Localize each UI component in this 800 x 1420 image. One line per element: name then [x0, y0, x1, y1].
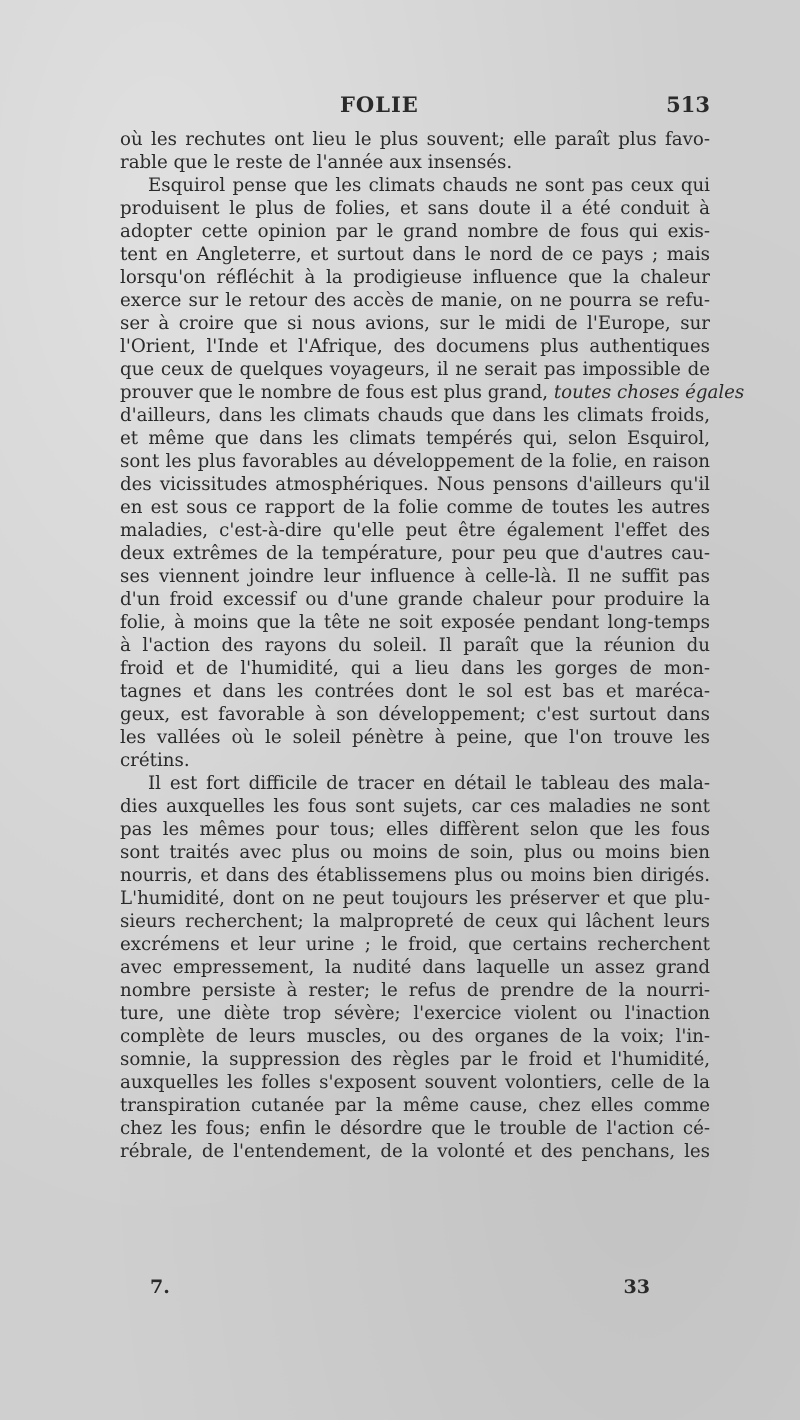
text-line: tent en Angleterre, et surtout dans le nord de ce pays ; mais [120, 244, 710, 265]
text-line: sieurs recherchent; la malpropreté de ceux qui lâchent leurs [120, 911, 710, 932]
text-line: d'un froid excessif ou d'une grande chaleur pour produire la [120, 589, 710, 610]
signature-mark: 7. [150, 1276, 170, 1298]
text-line: auxquelles les folles s'exposent souvent volontiers, celle de la [120, 1072, 710, 1093]
text-line: geux, est favorable à son développement; c'est surtout dans [120, 704, 710, 725]
text-line: transpiration cutanée par la même cause, chez elles comme [120, 1095, 710, 1116]
page-footer [150, 1276, 650, 1306]
page-number: 513 [666, 92, 710, 117]
text-line: adopter cette opinion par le grand nombre de fous qui exis- [120, 221, 710, 242]
paragraph-first-line: Il est fort difficile de tracer en détail le tableau des mala- [148, 773, 710, 794]
text-line: nombre persiste à rester; le refus de prendre de la nourri- [120, 980, 710, 1001]
text-line: L'humidité, dont on ne peut toujours les préserver et que plu- [120, 888, 710, 909]
text-line: où les rechutes ont lieu le plus souvent; elle paraît plus favo- [120, 129, 710, 150]
text-line: excrémens et leur urine ; le froid, que certains recherchent [120, 934, 710, 955]
text-segment: prouver que le nombre de fous est plus grand, [120, 382, 549, 403]
text-line: rable que le reste de l'année aux insensés. [120, 152, 513, 173]
text-line: nourris, et dans des établissemens plus ou moins bien dirigés. [120, 865, 710, 886]
italic-phrase: toutes choses égales [553, 382, 745, 403]
text-line: complète de leurs muscles, ou des organes de la voix; l'in- [120, 1026, 710, 1047]
text-line: en est sous ce rapport de la folie comme de toutes les autres [120, 497, 710, 518]
text-line: froid et de l'humidité, qui a lieu dans les gorges de mon- [120, 658, 710, 679]
text-line: maladies, c'est-à-dire qu'elle peut être également l'effet des [120, 520, 710, 541]
text-line: que ceux de quelques voyageurs, il ne serait pas impossible de [120, 359, 710, 380]
text-line: des vicissitudes atmosphériques. Nous pensons d'ailleurs qu'il [120, 474, 710, 495]
paragraph-first-line: Esquirol pense que les climats chauds ne sont pas ceux qui [148, 175, 710, 196]
text-line: ser à croire que si nous avions, sur le midi de l'Europe, sur [120, 313, 710, 334]
text-line: lorsqu'on réfléchit à la prodigieuse influence que la chaleur [120, 267, 710, 288]
text-line: l'Orient, l'Inde et l'Afrique, des documens plus authentiques [120, 336, 710, 357]
text-line: pas les mêmes pour tous; elles diffèrent selon que les fous [120, 819, 710, 840]
text-line: somnie, la suppression des règles par le froid et l'humidité, [120, 1049, 710, 1070]
text-line: sont les plus favorables au développement de la folie, en raison [120, 451, 710, 472]
sheet-number: 33 [623, 1276, 650, 1298]
body-text [120, 128, 745, 1163]
text-line: sont traités avec plus ou moins de soin, plus ou moins bien [120, 842, 710, 863]
running-head [110, 92, 710, 124]
text-line: deux extrêmes de la température, pour peu que d'autres cau- [120, 543, 710, 564]
text-line: produisent le plus de folies, et sans doute il a été conduit à [120, 198, 710, 219]
text-line: crétins. [120, 750, 190, 771]
text-line: chez les fous; enfin le désordre que le trouble de l'action cé- [120, 1118, 710, 1139]
text-line: rébrale, de l'entendement, de la volonté et des penchans, les [120, 1141, 710, 1162]
text-line: exerce sur le retour des accès de manie, on ne pourra se refu- [120, 290, 710, 311]
text-line-with-italic [120, 381, 745, 404]
text-line: les vallées où le soleil pénètre à peine, que l'on trouve les [120, 727, 710, 748]
text-line: à l'action des rayons du soleil. Il paraît que la réunion du [120, 635, 710, 656]
text-line: d'ailleurs, dans les climats chauds que dans les climats froids, [120, 405, 710, 426]
text-line: avec empressement, la nudité dans laquelle un assez grand [120, 957, 710, 978]
text-line: ture, une diète trop sévère; l'exercice violent ou l'inaction [120, 1003, 710, 1024]
text-line: dies auxquelles les fous sont sujets, car ces maladies ne sont [120, 796, 710, 817]
text-line: et même que dans les climats tempérés qui, selon Esquirol, [120, 428, 710, 449]
text-line: folie, à moins que la tête ne soit exposée pendant long-temps [120, 612, 710, 633]
text-line: ses viennent joindre leur influence à celle-là. Il ne suffit pas [120, 566, 710, 587]
text-line: tagnes et dans les contrées dont le sol est bas et maréca- [120, 681, 710, 702]
running-title: FOLIE [340, 92, 419, 117]
